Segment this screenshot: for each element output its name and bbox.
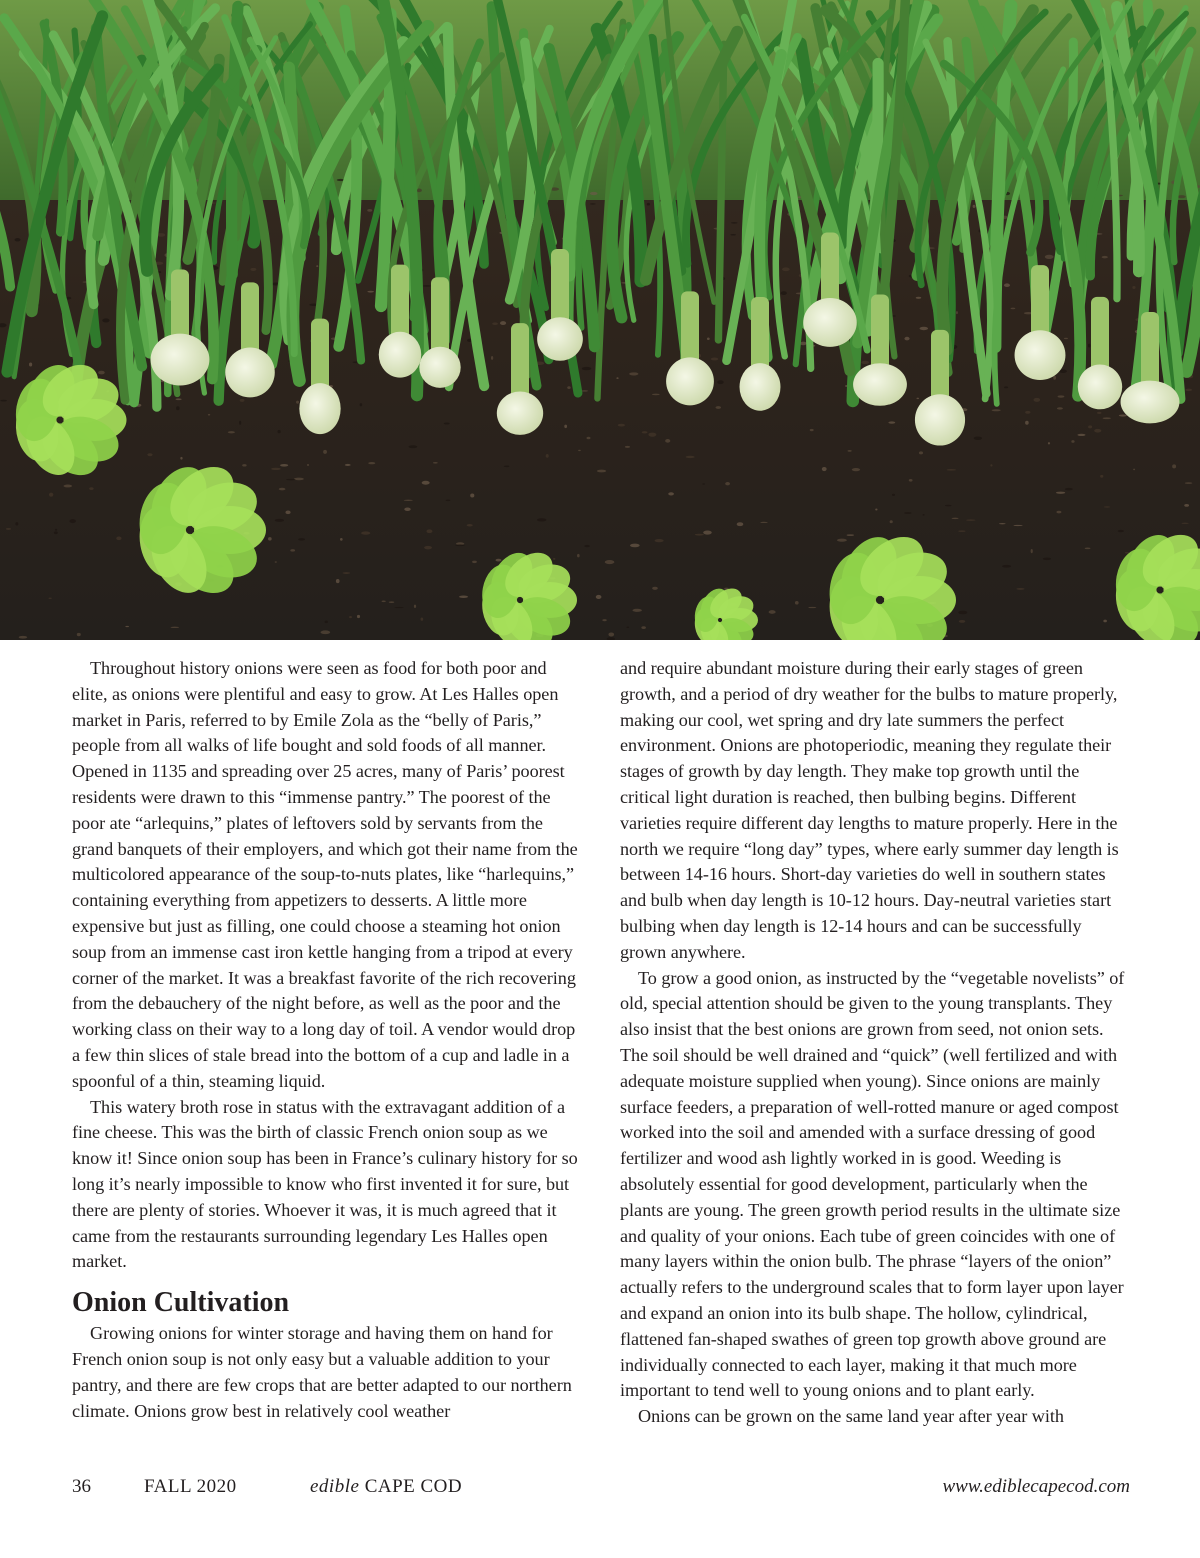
magazine-title [310,1474,462,1500]
paragraph: This watery broth rose in status with the extravagant addition of a fine cheese. This was the birth of classic French onion soup as we know it! Since onion soup has been in France’s culinary history for so long it’s nearly impossible to know who first invented it for sure, but there are plenty of stories. Whoever it was, it is much agreed that it came from the restaurants surrounding legendary Les Halles open market. [72,1096,578,1272]
paragraph: To grow a good onion, as instructed by the “vegetable novelists” of old, special attention should be given to the young transplants. They also insist that the best onions are grown from seed, not onion sets. The soil should be well drained and “quick” (well fertilized and with adequate moisture supplied when young). Since onions are mainly surface feeders, a preparation of well-rotted manure or aged compost worked into the soil and amended with a surface dressing of good fertilizer and wood ash lightly worked in is good. Weeding is absolutely essential for good development, particularly when the plants are young. The green growth period results in the ultimate size and quality of your onions. Each tube of green coincides with one of many layers within the onion bulb. The phrase “layers of the onion” actually refers to the underground scales that to form layer upon layer and expand an onion into its bulb shape. The hollow, cylindrical, flattened fan-shaped swathes of green top growth above ground are individually connected to each layer, making it that much more important to tend well to young onions and to plant early. [620,967,1125,1401]
page-footer [72,1474,1130,1500]
section-heading: Onion Cultivation [72,1287,290,1319]
left-column [72,656,582,1476]
magazine-title-italic: edible [310,1476,360,1497]
issue-label: FALL 2020 [144,1476,237,1497]
article-body [72,656,1130,1476]
right-column [620,656,1130,1476]
page-number: 36 [72,1476,91,1497]
paragraph: Throughout history onions were seen as food for both poor and elite, as onions were plentiful and easy to grow. At Les Halles open market in Paris, referred to by Emile Zola as the “belly of Paris,” people from all walks of life bought and sold foods of all manner. Opened in 1135 and spreading over 25 acres, many of Paris’ poorest residents were drawn to this “immense pantry.” The poorest of the poor ate “arlequins,” plates of leftovers sold by servants from the grand banquets of their employers, and which got their name from the multicolored appearance of the soup-to-nuts plates, like “harlequins,” containing everything from appetizers to desserts. A little more expensive but just as filling, one could choose a steaming hot onion soup from an immense cast iron kettle hanging from a tripod at every corner of the market. It was a breakfast favorite of the rich recovering from the debauchery of the night before, as well as the poor and the working class on their way to a long day of toil. A vendor would drop a few thin slices of stale bread into the bottom of a cup and ladle in a spoonful of a thin, steaming liquid. [72,658,578,1091]
website-link[interactable]: www.ediblecapecod.com [942,1476,1130,1497]
paragraph: and require abundant moisture during their early stages of green growth, and a period of dry weather for the bulbs to mature properly, making our cool, wet spring and dry late summers the perfect environment. Onions are photoperiodic, meaning they regulate their stages of growth by day length. They make top growth until the critical light duration is reached, then bulbing begins. Different varieties require different day lengths to mature properly. Here in the north we require “long day” types, where early summer day length is between 14-16 hours. Short-day varieties do well in southern states and bulb when day length is 10-12 hours. Day-neutral varieties start bulbing when day length is 12-14 hours and can be successfully grown anywhere. [620,658,1119,962]
magazine-title-rest: CAPE COD [359,1476,463,1497]
paragraph: Growing onions for winter storage and having them on hand for French onion soup is not only easy but a valuable addition to your pantry, and there are few crops that are better adapted to our northern climate. Onions grow best in relatively cool weather [72,1323,572,1421]
onion-garden-photo [0,0,1200,640]
paragraph: Onions can be grown on the same land year after year with [638,1406,1064,1427]
